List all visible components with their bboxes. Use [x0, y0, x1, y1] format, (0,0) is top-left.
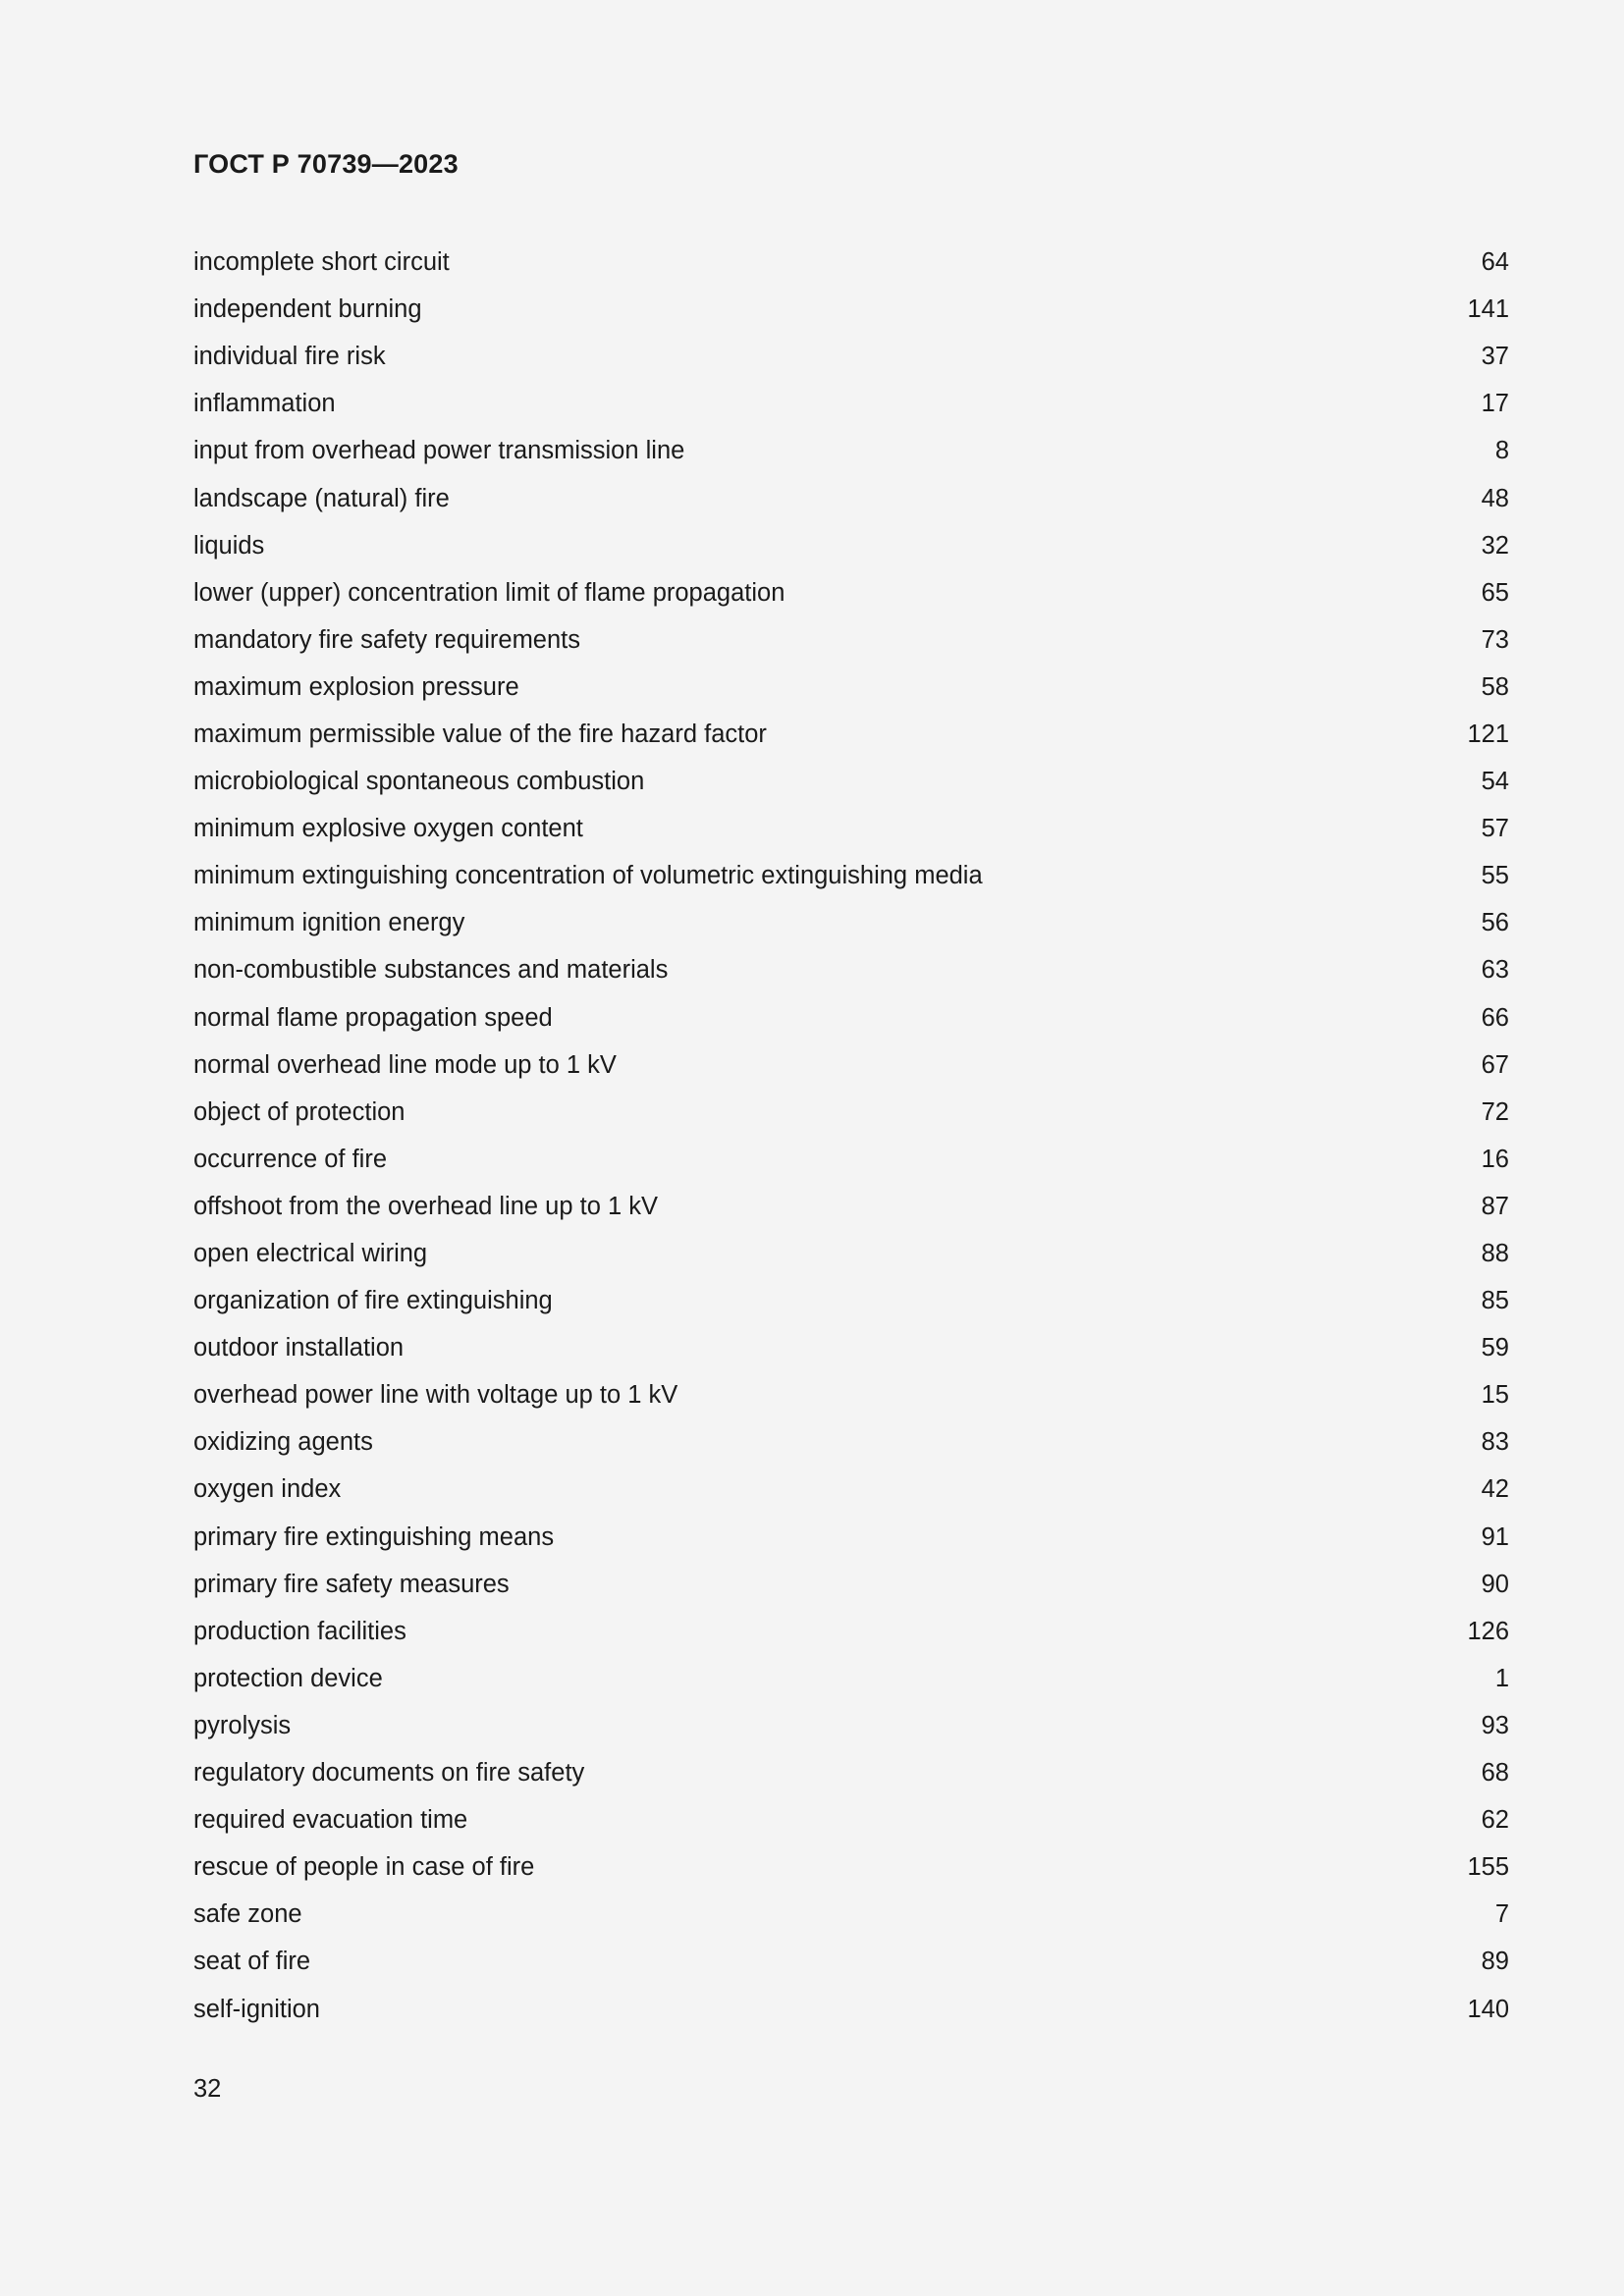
index-term: protection device: [193, 1664, 383, 1692]
index-term: production facilities: [193, 1617, 406, 1645]
term-index-list: [193, 239, 1509, 2033]
index-term: normal overhead line mode up to 1 kV: [193, 1050, 617, 1079]
index-term-number: 62: [1481, 1806, 1509, 1835]
index-entry: [193, 1985, 1509, 2032]
index-entry: [193, 522, 1509, 569]
index-entry: [193, 852, 1509, 899]
index-term-number: 90: [1481, 1570, 1509, 1598]
index-entry: [193, 1371, 1509, 1418]
index-entry: [193, 1466, 1509, 1513]
index-entry: [193, 616, 1509, 664]
index-term-number: 15: [1481, 1381, 1509, 1410]
index-entry: [193, 899, 1509, 946]
index-term: incomplete short circuit: [193, 248, 450, 277]
index-entry: [193, 1843, 1509, 1891]
index-term-number: 58: [1481, 672, 1509, 701]
index-term: non-combustible substances and materials: [193, 956, 669, 985]
index-term: maximum explosion pressure: [193, 672, 519, 701]
index-term-number: 59: [1481, 1334, 1509, 1362]
index-term-number: 66: [1481, 1003, 1509, 1032]
index-term-number: 55: [1481, 862, 1509, 890]
index-term-number: 54: [1481, 768, 1509, 796]
index-entry: [193, 569, 1509, 616]
index-entry: [193, 333, 1509, 380]
index-term: microbiological spontaneous combustion: [193, 768, 645, 796]
index-term-number: 121: [1467, 720, 1509, 748]
index-term: organization of fire extinguishing: [193, 1287, 553, 1315]
index-term-number: 57: [1481, 815, 1509, 843]
index-term: independent burning: [193, 295, 422, 324]
index-entry: [193, 711, 1509, 758]
index-term-number: 89: [1481, 1948, 1509, 1976]
index-term: minimum extinguishing concentration of volumetric extinguishing media: [193, 862, 983, 890]
index-term-number: 87: [1481, 1192, 1509, 1220]
index-term-number: 88: [1481, 1240, 1509, 1268]
index-term-number: 32: [1481, 531, 1509, 560]
index-term: lower (upper) concentration limit of flame propagation: [193, 578, 785, 607]
index-entry: [193, 239, 1509, 286]
index-term-number: 16: [1481, 1145, 1509, 1173]
index-term-number: 83: [1481, 1428, 1509, 1457]
index-term-number: 48: [1481, 484, 1509, 512]
index-entry: [193, 1041, 1509, 1089]
index-term-number: 17: [1481, 390, 1509, 418]
document-header: ГОСТ Р 70739—2023: [193, 149, 459, 179]
index-term-number: 67: [1481, 1050, 1509, 1079]
index-term-number: 91: [1481, 1522, 1509, 1551]
index-entry: [193, 1561, 1509, 1608]
index-term: open electrical wiring: [193, 1240, 428, 1268]
index-entry: [193, 1796, 1509, 1843]
index-term: liquids: [193, 531, 265, 560]
index-entry: [193, 1089, 1509, 1136]
index-entry: [193, 758, 1509, 805]
index-term: required evacuation time: [193, 1806, 468, 1835]
index-entry: [193, 1702, 1509, 1749]
index-term: oxidizing agents: [193, 1428, 373, 1457]
index-entry: [193, 1749, 1509, 1796]
index-term: input from overhead power transmission line: [193, 437, 685, 465]
index-term-number: 72: [1481, 1097, 1509, 1126]
index-term: rescue of people in case of fire: [193, 1853, 535, 1882]
index-term: outdoor installation: [193, 1334, 405, 1362]
index-entry: [193, 1608, 1509, 1655]
index-entry: [193, 1183, 1509, 1230]
index-term-number: 65: [1481, 578, 1509, 607]
index-term-number: 73: [1481, 625, 1509, 654]
index-term: individual fire risk: [193, 343, 386, 371]
index-term: self-ignition: [193, 1995, 320, 2023]
index-entry: [193, 946, 1509, 993]
index-entry: [193, 1230, 1509, 1277]
index-entry: [193, 805, 1509, 852]
index-term-number: 85: [1481, 1287, 1509, 1315]
index-term: object of protection: [193, 1097, 406, 1126]
index-term: minimum ignition energy: [193, 909, 465, 937]
index-term: minimum explosive oxygen content: [193, 815, 583, 843]
index-term-number: 68: [1481, 1759, 1509, 1788]
index-term-number: 155: [1467, 1853, 1509, 1882]
index-entry: [193, 1655, 1509, 1702]
index-term-number: 56: [1481, 909, 1509, 937]
index-term: regulatory documents on fire safety: [193, 1759, 585, 1788]
index-term-number: 141: [1467, 295, 1509, 324]
index-entry: [193, 1136, 1509, 1183]
index-term-number: 126: [1467, 1617, 1509, 1645]
index-entry: [193, 1324, 1509, 1371]
index-term-number: 7: [1494, 1900, 1509, 1929]
index-entry: [193, 1891, 1509, 1938]
index-term: maximum permissible value of the fire hazard factor: [193, 720, 767, 748]
index-entry: [193, 474, 1509, 521]
index-term: safe zone: [193, 1900, 302, 1929]
index-entry: [193, 1277, 1509, 1324]
index-term-number: 64: [1481, 248, 1509, 277]
index-term: oxygen index: [193, 1475, 342, 1504]
index-entry: [193, 1418, 1509, 1466]
index-term: normal flame propagation speed: [193, 1003, 553, 1032]
index-entry: [193, 286, 1509, 333]
index-term: occurrence of fire: [193, 1145, 388, 1173]
page-number: 32: [193, 2075, 222, 2103]
index-entry: [193, 1514, 1509, 1561]
index-entry: [193, 1938, 1509, 1985]
index-entry: [193, 664, 1509, 711]
index-term-number: 8: [1494, 437, 1509, 465]
index-term-number: 42: [1481, 1475, 1509, 1504]
index-term-number: 63: [1481, 956, 1509, 985]
index-term: pyrolysis: [193, 1711, 292, 1739]
index-entry: [193, 994, 1509, 1041]
index-entry: [193, 380, 1509, 427]
index-term-number: 93: [1481, 1711, 1509, 1739]
index-term-number: 140: [1467, 1995, 1509, 2023]
index-term: mandatory fire safety requirements: [193, 625, 581, 654]
index-term-number: 1: [1494, 1664, 1509, 1692]
index-term: seat of fire: [193, 1948, 311, 1976]
index-entry: [193, 427, 1509, 474]
index-term-number: 37: [1481, 343, 1509, 371]
index-term: inflammation: [193, 390, 336, 418]
index-term: overhead power line with voltage up to 1 kV: [193, 1381, 678, 1410]
index-term: primary fire safety measures: [193, 1570, 510, 1598]
index-term: offshoot from the overhead line up to 1 kV: [193, 1192, 658, 1220]
index-term: primary fire extinguishing means: [193, 1522, 555, 1551]
index-term: landscape (natural) fire: [193, 484, 450, 512]
